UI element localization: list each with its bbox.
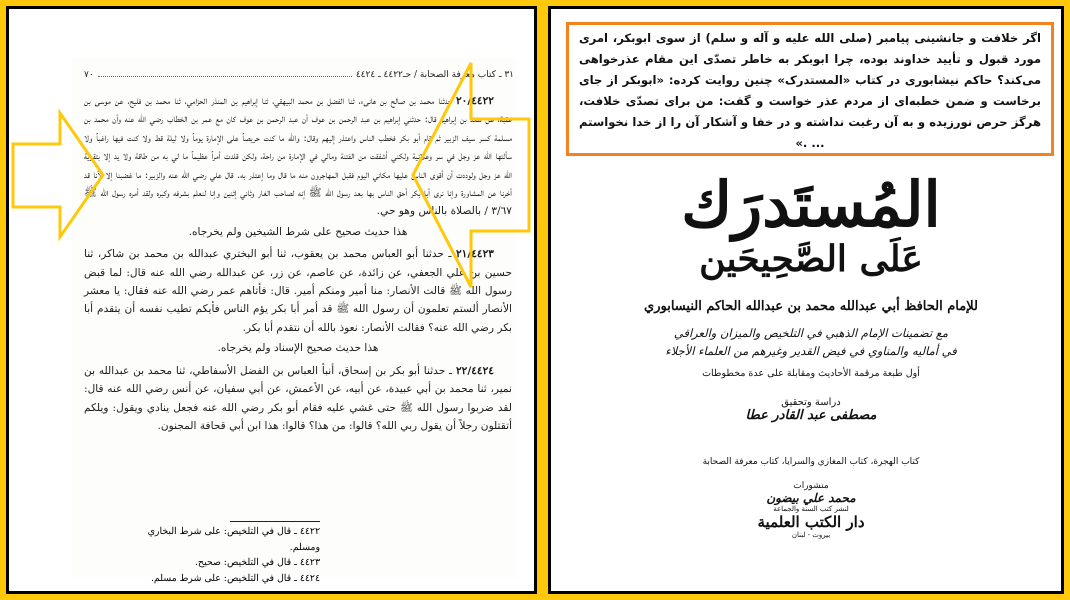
hadith-number: ٢١/٤٤٢٣ bbox=[455, 248, 494, 261]
hadith-text: ـ حدثنا أبو العباس محمد بن يعقوب، ثنا أبو البختري عبدالله بن محمد بن شاكر، ثنا حسين بن علي الجعفي، عن زائدة، عن عاصم، عن زر، عن عبدالله رضي الله عنه قال: لما قبض رسول الله ﷺ قالت الأنصار: منا أمير ومنكم أمير. قال: فأتاهم عمر رضي الله عنه فقال: يا معشر الأنصار ألستم تعلمون أن رسول الله ﷺ قد أمر أبا بكر يؤم الناس فأيكم تطيب نفسه أن يتقدم أبا بكر رضي الله عنه؟ فقالت الأنصار: نعوذ بالله أن نتقدم أبا بكر. bbox=[84, 248, 512, 334]
running-title: ٣١ ـ كتاب معرفة الصحابة / حـ٤٤٢٢ ـ ٤٤٢٤ bbox=[355, 70, 514, 80]
persian-quote-text: اگر خلافت و جانشینی پیامبر (صلی الله علیه و آله و سلم) از سوی ابوبکر، امری مورد قبول و تأیید خداوند بوده، چرا ابوبکر به خاطر تصدّی این مقام عذرخواهی می‌کند؟ حاکم نیشابوری در کتاب «المستدرک» چنین روایت کرده: «ابوبکر از جای برخاست و ضمن خطبه‌ای از مردم عذر خواست و گفت: من برای تصدّی خلافت، هرگز حرص نورزیده و به آن رغبت نداشته و در خفا و آشکار آن را از خدا نخواستم ... .» bbox=[579, 31, 1041, 150]
book-cover bbox=[611, 169, 1011, 539]
volume-contents: كتاب الهجرة، كتاب المغازي والسرايا، كتاب معرفة الصحابة bbox=[702, 457, 920, 467]
grading-4423: هذا حديث صحيح الإسناد ولم يخرجاه. bbox=[217, 342, 379, 355]
hadith-text: ـ حدثنا أبو بكر بن إسحاق، أنبأ العباس بن الفضل الأسفاطي، ثنا محمد بن عبدالله بن نمير، ثنا محمد بن أبي عبيدة، عن أبيه، عن الأعمش، عن أبي سفيان، عن أنس رضي الله عنه قال: لقد ضربوا رسول الله ﷺ حتى غشي عليه فقام أبو بكر رضي الله عنه فجعل ينادي ويقول: ويلكم أتقتلون رجلاً أن يقول ربي الله؟ قالوا: من هذا؟ قالوا: هذا ابن أبي قحافة المجنون. bbox=[84, 364, 512, 432]
book-author: للإمام الحافظ أبي عبدالله محمد بن عبدالله الحاكم النيسابوري bbox=[644, 299, 978, 314]
left-pointing-arrow-icon bbox=[413, 63, 529, 287]
publisher-label: منشورات bbox=[793, 481, 829, 491]
publisher-city: بيروت - لبنان bbox=[791, 531, 831, 539]
publisher-tagline: لنشر كتب السنة والجماعة bbox=[773, 505, 849, 513]
right-panel-book-cover bbox=[548, 6, 1064, 594]
publisher-name: محمد علي بيضون bbox=[766, 491, 856, 505]
grading-4422: هذا حديث صحيح على شرط الشيخين ولم يخرجاه. bbox=[188, 225, 408, 238]
hadith-text: حدثنا محمد بن صالح بن هانىء، ثنا الفضل بن محمد البيهقي، ثنا إبراهيم بن المنذر الحزامي، ثنا محمد بن فليح، عن موسى بن عقبة، عن سعد بن إبراهيم قال: حدثني إبراهيم بن عبد الرحمن بن عوف أن عبد الرحمن بن عوف كان مع عمر بن الخطاب رضي الله عنه وأن محمد بن مسلمة كسر سيف الزبير ثم قام أبو بكر فخطب الناس واعتذر إليهم وقال: والله ما كنت حريصاً على الإمارة يوماً ولا ليلة قط ولا كنت فيها راغباً ولا سألتها الله عز وجل في سر وعلانية ولكني أشفقت من الفتنة ومالي في الإمارة من راحة، ولكن قلدت أمراً عظيماً ما لي به من طاقة ولا يد إلا بتقوية الله عز وجل ولوددت أن أقوى الناس عليها مكاني اليوم فقبل المهاجرون منه ما قال وما إعتذر به. قال علي رضي الله عنه والزبير: ما غضبنا إلا لأنا قد أخرنا عن المشاورة وإنا نرى أبا بكر أحق الناس بها بعد رسول الله ﷺ إنه لصاحب الغار وثاني إثنين وإنا لنعلم بشرفه وكبره ولقد أمره رسول الله ﷺ ٣/٦٧ / بالصلاة بالناس وهو حي. bbox=[84, 95, 512, 218]
publishing-house: دار الكتب العلمية bbox=[757, 513, 865, 531]
footnote: ٤٤٢٢ ـ قال في التلخيص: على شرط البخاري ومسلم. bbox=[147, 526, 320, 553]
study-label: دراسة وتحقيق bbox=[781, 397, 841, 408]
book-notes-line-2: في أماليه والمناوي في فيض القدير وغيرهم من العلماء الأجلاء bbox=[665, 344, 957, 358]
hadith-number: ٢٢/٤٤٢٤ bbox=[455, 364, 494, 377]
page-number: ٧٠ bbox=[84, 70, 94, 80]
editor-name: مصطفى عبد القادر عطا bbox=[745, 408, 877, 423]
book-title: المُستَدرَك bbox=[681, 168, 941, 241]
book-subtitle: عَلَى الصَّحِيحَين bbox=[699, 238, 923, 280]
edition-note: أول طبعة مرقمة الأحاديث ومقابلة على عدة مخطوطات bbox=[702, 368, 920, 379]
book-notes-line-1: مع تضمينات الإمام الذهبي في التلخيص والميزان والعراقي bbox=[673, 326, 949, 340]
persian-quote-box bbox=[566, 22, 1054, 156]
footnote: ٤٤٢٣ ـ قال في التلخيص: صحيح. bbox=[194, 557, 320, 568]
footnote: ٤٤٢٤ ـ قال في التلخيص: على شرط مسلم. bbox=[150, 572, 320, 584]
hadith-number: ٢٠/٤٤٢٢ bbox=[455, 95, 494, 107]
right-pointing-arrow-icon bbox=[13, 113, 103, 237]
